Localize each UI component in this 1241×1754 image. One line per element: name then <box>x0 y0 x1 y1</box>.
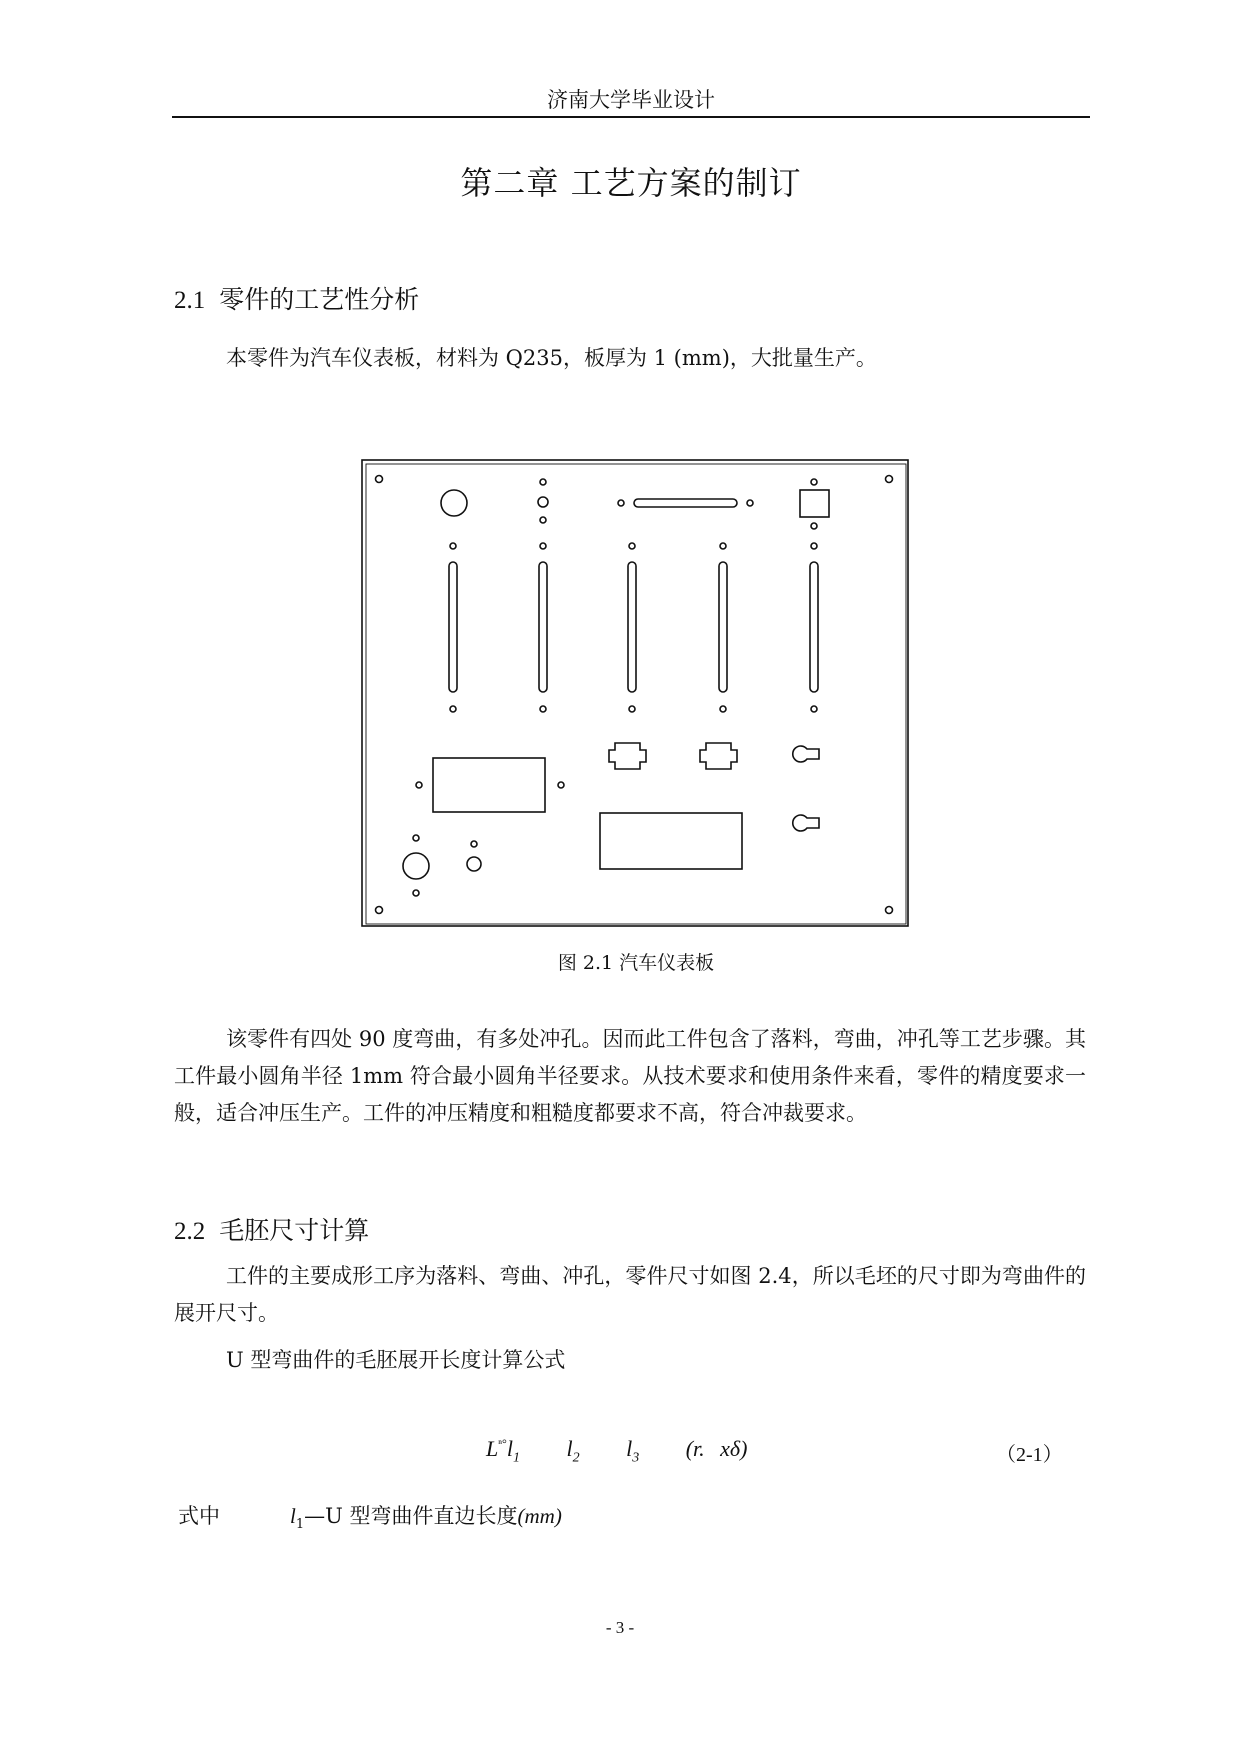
corner-hole <box>376 907 383 914</box>
keyhole-cutout <box>793 746 819 762</box>
small-hole <box>618 500 624 506</box>
variable-definition <box>290 1500 562 1532</box>
square-cutout <box>800 490 829 517</box>
variable-symbol: l <box>290 1504 296 1528</box>
formula-term: l <box>566 1436 573 1461</box>
formula-sub: 2 <box>572 1450 580 1466</box>
small-hole <box>811 479 817 485</box>
vertical-slot <box>539 562 547 692</box>
slot-hole <box>629 543 635 549</box>
small-hole <box>538 497 548 507</box>
analysis-paragraph: 该零件有四处 90 度弯曲，有多处冲孔。因而此工件包含了落料，弯曲，冲孔等工艺步骤。其工件最小圆角半径 1mm 符合最小圆角半径要求。从技术要求和使用条件来看，零件的精度要求一般，适合冲压生产。工件的冲压精度和粗糙度都要求不高，符合冲裁要求。 <box>174 1027 1086 1125</box>
intro-paragraph: 本零件为汽车仪表板，材料为 Q235，板厚为 1 (mm)，大批量生产。 <box>226 346 877 370</box>
corner-hole <box>886 476 893 483</box>
vertical-slot <box>719 562 727 692</box>
slot-hole <box>450 543 456 549</box>
display-cutout <box>433 758 545 812</box>
figure-caption: 图 2.1 汽车仪表板 <box>557 952 715 974</box>
small-hole <box>471 841 477 847</box>
panel-outline <box>362 460 908 926</box>
small-hole <box>413 890 419 896</box>
page-number: - 3 - <box>605 1618 635 1637</box>
small-hole <box>416 782 422 788</box>
formula-term: l <box>506 1436 513 1461</box>
small-hole <box>413 835 419 841</box>
small-hole <box>747 500 753 506</box>
formula-number: （2-1） <box>996 1444 1063 1466</box>
formula-eq: ⁿ° <box>498 1436 507 1451</box>
page-header: 济南大学毕业设计 <box>547 88 715 112</box>
slot-hole <box>540 543 546 549</box>
variable-description: —U 型弯曲件直边长度 <box>304 1504 518 1528</box>
small-hole <box>558 782 564 788</box>
gauge-hole <box>441 490 467 516</box>
where-label: 式中 <box>178 1504 220 1528</box>
section-heading-2-1 <box>174 280 419 316</box>
small-hole <box>467 857 481 871</box>
plug-cutout <box>700 743 737 769</box>
connector-slot <box>634 499 737 507</box>
variable-unit: (mm) <box>517 1504 562 1528</box>
slot-hole <box>450 706 456 712</box>
formula-sub: 1 <box>512 1450 520 1466</box>
panel-outline-inner <box>366 464 906 924</box>
variable-sub: 1 <box>295 1517 305 1533</box>
formula-tail: (r. xδ) <box>685 1436 748 1461</box>
formula-term: l <box>626 1436 633 1461</box>
formula-lhs: L <box>486 1436 499 1461</box>
display-cutout <box>600 813 742 869</box>
slot-hole <box>540 706 546 712</box>
vertical-slot <box>628 562 636 692</box>
section-number: 2.2 <box>174 1218 206 1245</box>
slot-hole <box>720 706 726 712</box>
header-rule <box>172 116 1090 118</box>
slot-hole <box>811 543 817 549</box>
blank-paragraph: 工件的主要成形工序为落料、弯曲、冲孔，零件尺寸如图 2.4，所以毛坯的尺寸即为弯曲件的展开尺寸。 <box>174 1264 1086 1325</box>
vertical-slot <box>449 562 457 692</box>
instrument-panel-figure <box>360 458 912 938</box>
small-hole <box>811 523 817 529</box>
formula-sub: 3 <box>632 1450 640 1466</box>
section-title: 零件的工艺性分析 <box>219 285 420 314</box>
keyhole-cutout <box>793 815 819 831</box>
chapter-title: 第二章 工艺方案的制订 <box>460 164 802 202</box>
corner-hole <box>376 476 383 483</box>
slot-hole <box>811 706 817 712</box>
section-number: 2.1 <box>174 287 206 314</box>
slot-hole <box>720 543 726 549</box>
vertical-slot <box>810 562 818 692</box>
small-hole <box>540 479 546 485</box>
formula-intro: U 型弯曲件的毛胚展开长度计算公式 <box>226 1348 566 1372</box>
gauge-hole <box>403 853 429 879</box>
slot-hole <box>629 706 635 712</box>
section-title: 毛胚尺寸计算 <box>219 1216 370 1245</box>
small-hole <box>540 517 546 523</box>
plug-cutout <box>609 743 646 769</box>
formula-2-1 <box>486 1436 747 1466</box>
corner-hole <box>886 907 893 914</box>
section-heading-2-2 <box>174 1211 369 1247</box>
